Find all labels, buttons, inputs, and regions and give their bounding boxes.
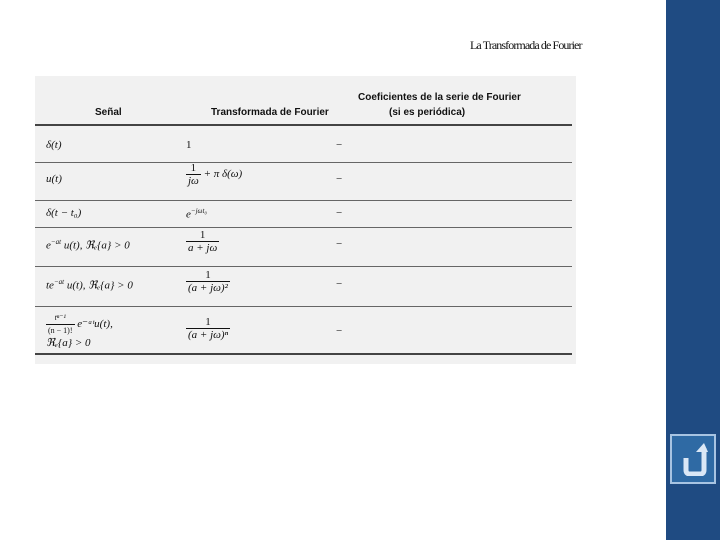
fraction: $\frac{1}{\text{(a + jω)²}}$ <box>188 269 228 294</box>
row-2-coef: − <box>336 173 343 185</box>
fraction: $\frac{1}{\text{(a + jω)ⁿ}}$ <box>188 316 229 341</box>
table-rule <box>35 306 572 307</box>
row-6-transform <box>186 316 230 341</box>
table-rule <box>35 266 572 267</box>
slide-title: La Transformada de Fourier <box>470 38 582 52</box>
header-transform: Transformada de Fourier <box>211 107 329 118</box>
row-2-signal: u(t) <box>46 173 62 185</box>
fourier-table-image <box>35 76 576 364</box>
row-1-coef: − <box>336 139 343 151</box>
table-rule <box>35 227 572 228</box>
table-rule <box>35 353 572 355</box>
row-5-transform <box>186 269 230 294</box>
row-6-coef: − <box>336 325 343 337</box>
row-1-transform: 1 <box>186 139 192 151</box>
row-3-signal: δ(t − t₀) <box>46 207 82 219</box>
row-3-transform: $e^{-j\omega t_0}$ <box>186 207 207 221</box>
table-rule <box>35 200 572 201</box>
fourier-table <box>35 76 576 364</box>
header-signal: Señal <box>95 107 122 118</box>
row-2-transform: $\frac{1}{j\omega}$ + π δ(ω) <box>188 162 243 187</box>
row-1-signal: δ(t) <box>46 139 62 151</box>
row-4-coef: − <box>336 238 343 250</box>
row-3-coef: − <box>336 207 343 219</box>
fraction: $\frac{1}{j\omega}$ <box>188 162 199 187</box>
row-4-transform <box>186 229 219 254</box>
fraction: $\frac{1}{a + j\omega}$ <box>188 229 218 254</box>
header-coefficients-note: (si es periódica) <box>389 107 466 118</box>
header-coefficients: Coeficientes de la serie de Fourier <box>358 92 521 103</box>
row-6-signal: $\frac{\text{tⁿ⁻¹}}{(n - 1)!}$ e⁻ᵃᵗu(t), <box>48 313 113 335</box>
row-6-signal-condition: ℜₑ{a} > 0 <box>46 337 91 349</box>
table-rule <box>35 124 572 126</box>
row-5-signal: $te^{-at}$ u(t), ℜₑ{a} > 0 <box>46 278 133 292</box>
fraction: $\frac{\text{tⁿ⁻¹}}{(n - 1)!}$ <box>48 313 73 335</box>
row-4-signal: $e^{-at}$ u(t), ℜₑ{a} > 0 <box>46 238 130 252</box>
return-button[interactable] <box>670 434 716 484</box>
table-rule <box>35 162 572 163</box>
row-5-coef: − <box>336 278 343 290</box>
return-arrow-icon <box>678 442 708 476</box>
